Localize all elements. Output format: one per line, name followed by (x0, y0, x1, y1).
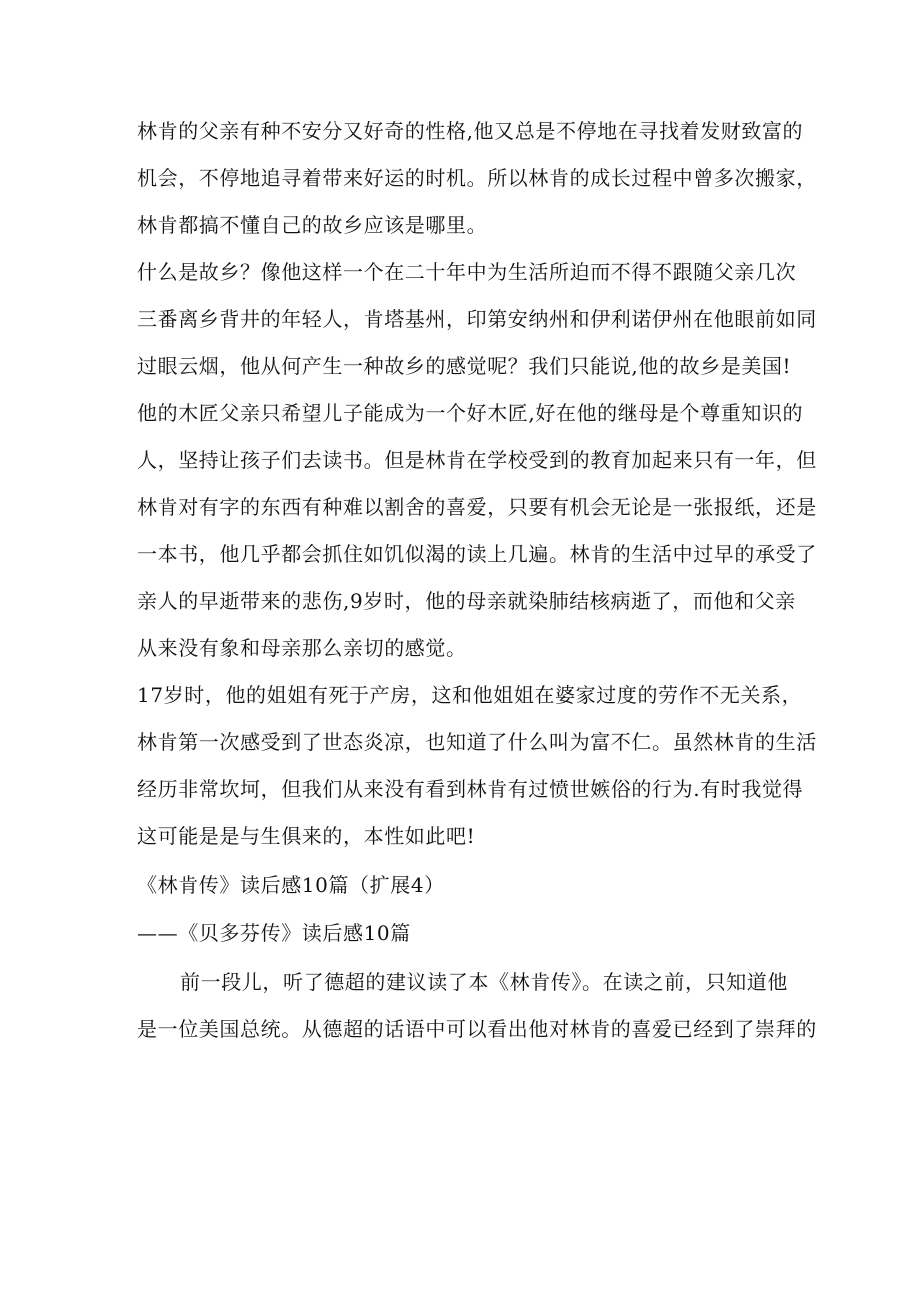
text-line: 林肯对有字的东西有种难以割舍的喜爱，只要有机会无论是一张报纸，还是 (137, 495, 817, 519)
section-subheading: ——《贝多芬传》读后感10篇 (137, 921, 411, 945)
text-line: 他的木匠父亲只希望儿子能成为一个好木匠,好在他的继母是个尊重知识的 (137, 401, 804, 425)
text-line: 亲人的早逝带来的悲伤,9岁时，他的母亲就染肺结核病逝了，而他和父亲 (137, 589, 796, 613)
text-line: 三番离乡背井的年轻人，肯塔基州，印第安纳州和伊利诺伊州在他眼前如同 (137, 307, 817, 331)
text-line: 经历非常坎坷，但我们从来没有看到林肯有过愤世嫉俗的行为.有时我觉得 (137, 777, 804, 801)
text-line: 从来没有象和母亲那么亲切的感觉。 (137, 636, 467, 660)
text-line: 什么是故乡？像他这样一个在二十年中为生活所迫而不得不跟随父亲几次 (137, 260, 797, 284)
text-line: 一本书，他几乎都会抓住如饥似渴的读上几遍。林肯的生活中过早的承受了 (137, 542, 817, 566)
text-line: 过眼云烟，他从何产生一种故乡的感觉呢？我们只能说,他的故乡是美国! (137, 354, 792, 378)
text-line: 林肯都搞不懂自己的故乡应该是哪里。 (137, 213, 488, 237)
text-line: 机会，不停地追寻着带来好运的时机。所以林肯的成长过程中曾多次搬家， (137, 166, 817, 190)
text-line: 林肯的父亲有种不安分又好奇的性格,他又总是不停地在寻找着发财致富的 (137, 119, 804, 143)
text-line: 人，坚持让孩子们去读书。但是林肯在学校受到的教育加起来只有一年，但 (137, 448, 817, 472)
paragraph-first-line: 前一段儿，听了德超的建议读了本《林肯传》。在读之前，只知道他 (180, 970, 788, 994)
text-line: 是一位美国总统。从德超的话语中可以看出他对林肯的喜爱已经到了崇拜的 (137, 1017, 817, 1041)
section-heading: 《林肯传》读后感10篇（扩展4） (137, 873, 445, 897)
text-line: 这可能是是与生俱来的，本性如此吧! (137, 824, 476, 848)
text-line: 林肯第一次感受到了世态炎凉，也知道了什么叫为富不仁。虽然林肯的生活 (137, 730, 817, 754)
text-line: 17岁时，他的姐姐有死于产房，这和他姐姐在婆家过度的劳作不无关系， (137, 683, 803, 707)
